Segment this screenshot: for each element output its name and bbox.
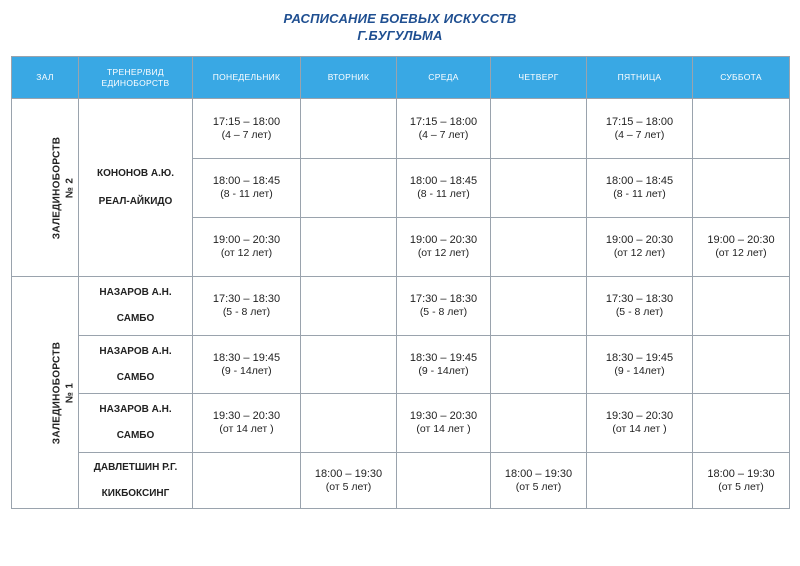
slot-monday: 18:30 – 19:45 (9 - 14лет): [193, 336, 301, 394]
slot-monday: 17:30 – 18:30 (5 - 8 лет): [193, 277, 301, 336]
slot-saturday: 18:00 – 19:30 (от 5 лет): [693, 453, 790, 509]
trainer-cell: [79, 336, 193, 394]
slot-tuesday: [301, 394, 397, 453]
schedule-table: [11, 56, 790, 509]
slot-wednesday: 17:15 – 18:00 (4 – 7 лет): [397, 99, 491, 159]
slot-thursday: [491, 277, 587, 336]
trainer-sport: КИКБОКСИНГ: [101, 487, 170, 499]
hall-label: ЗАЛЕДИНОБОРСТВ № 2: [51, 136, 76, 239]
slot-thursday: [491, 394, 587, 453]
slot-friday: 19:00 – 20:30 (от 12 лет): [587, 218, 693, 277]
slot-friday: 18:00 – 18:45 (8 - 11 лет): [587, 159, 693, 218]
trainer-sport: САМБО: [116, 313, 155, 324]
slot-friday: [587, 453, 693, 509]
slot-monday: 19:30 – 20:30 (от 14 лет ): [193, 394, 301, 453]
slot-tuesday: [301, 159, 397, 218]
col-header-friday: ПЯТНИЦА: [587, 57, 693, 99]
table-row: [12, 336, 790, 394]
trainer-cell: [79, 453, 193, 509]
col-header-trainer: ТРЕНЕР/ВИД ЕДИНОБОРСТВ: [79, 57, 193, 99]
slot-thursday: [491, 159, 587, 218]
slot-thursday: 18:00 – 19:30 (от 5 лет): [491, 453, 587, 509]
page-title: РАСПИСАНИЕ БОЕВЫХ ИСКУССТВ: [283, 11, 517, 26]
slot-tuesday: [301, 336, 397, 394]
trainer-cell: [79, 277, 193, 336]
hall-cell-2: [12, 99, 79, 277]
slot-wednesday: 17:30 – 18:30 (5 - 8 лет): [397, 277, 491, 336]
hall-label: ЗАЛЕДИНОБОРСТВ № 1: [51, 341, 76, 444]
slot-monday: [193, 453, 301, 509]
slot-saturday: [693, 277, 790, 336]
slot-thursday: [491, 99, 587, 159]
trainer-name: НАЗАРОВ А.Н.: [99, 345, 172, 357]
slot-wednesday: [397, 453, 491, 509]
col-header-tuesday: ВТОРНИК: [301, 57, 397, 99]
trainer-name: ДАВЛЕТШИН Р.Г.: [93, 461, 178, 473]
hall-cell-1: [12, 277, 79, 509]
slot-tuesday: [301, 218, 397, 277]
table-row: [12, 394, 790, 453]
slot-saturday: [693, 394, 790, 453]
header-row: [12, 57, 790, 99]
slot-saturday: [693, 336, 790, 394]
slot-thursday: [491, 336, 587, 394]
slot-saturday: [693, 159, 790, 218]
city-subtitle: Г.БУГУЛЬМА: [357, 28, 443, 43]
slot-monday: 18:00 – 18:45 (8 - 11 лет): [193, 159, 301, 218]
col-header-thursday: ЧЕТВЕРГ: [491, 57, 587, 99]
slot-friday: 17:15 – 18:00 (4 – 7 лет): [587, 99, 693, 159]
trainer-name: НАЗАРОВ А.Н.: [99, 404, 172, 415]
slot-saturday: 19:00 – 20:30 (от 12 лет): [693, 218, 790, 277]
col-header-hall: ЗАЛ: [12, 57, 79, 99]
slot-wednesday: 19:00 – 20:30 (от 12 лет): [397, 218, 491, 277]
table-row: [12, 99, 790, 159]
slot-wednesday: 18:00 – 18:45 (8 - 11 лет): [397, 159, 491, 218]
trainer-sport: САМБО: [116, 371, 155, 383]
trainer-name: КОНОНОВ А.Ю.: [97, 167, 174, 179]
slot-friday: 18:30 – 19:45 (9 - 14лет): [587, 336, 693, 394]
slot-wednesday: 18:30 – 19:45 (9 - 14лет): [397, 336, 491, 394]
col-header-wednesday: СРЕДА: [397, 57, 491, 99]
trainer-cell: [79, 394, 193, 453]
slot-monday: 19:00 – 20:30 (от 12 лет): [193, 218, 301, 277]
slot-wednesday: 19:30 – 20:30 (от 14 лет ): [397, 394, 491, 453]
table-row: [12, 277, 790, 336]
slot-friday: 19:30 – 20:30 (от 14 лет ): [587, 394, 693, 453]
trainer-sport: РЕАЛ-АЙКИДО: [98, 195, 173, 207]
slot-tuesday: 18:00 – 19:30 (от 5 лет): [301, 453, 397, 509]
trainer-sport: САМБО: [116, 430, 155, 441]
trainer-name: НАЗАРОВ А.Н.: [99, 287, 172, 298]
slot-thursday: [491, 218, 587, 277]
slot-tuesday: [301, 277, 397, 336]
table-row: [12, 453, 790, 509]
trainer-cell: [79, 99, 193, 277]
col-header-monday: ПОНЕДЕЛЬНИК: [193, 57, 301, 99]
slot-friday: 17:30 – 18:30 (5 - 8 лет): [587, 277, 693, 336]
slot-monday: 17:15 – 18:00 (4 – 7 лет): [193, 99, 301, 159]
col-header-saturday: СУББОТА: [693, 57, 790, 99]
slot-tuesday: [301, 99, 397, 159]
slot-saturday: [693, 99, 790, 159]
